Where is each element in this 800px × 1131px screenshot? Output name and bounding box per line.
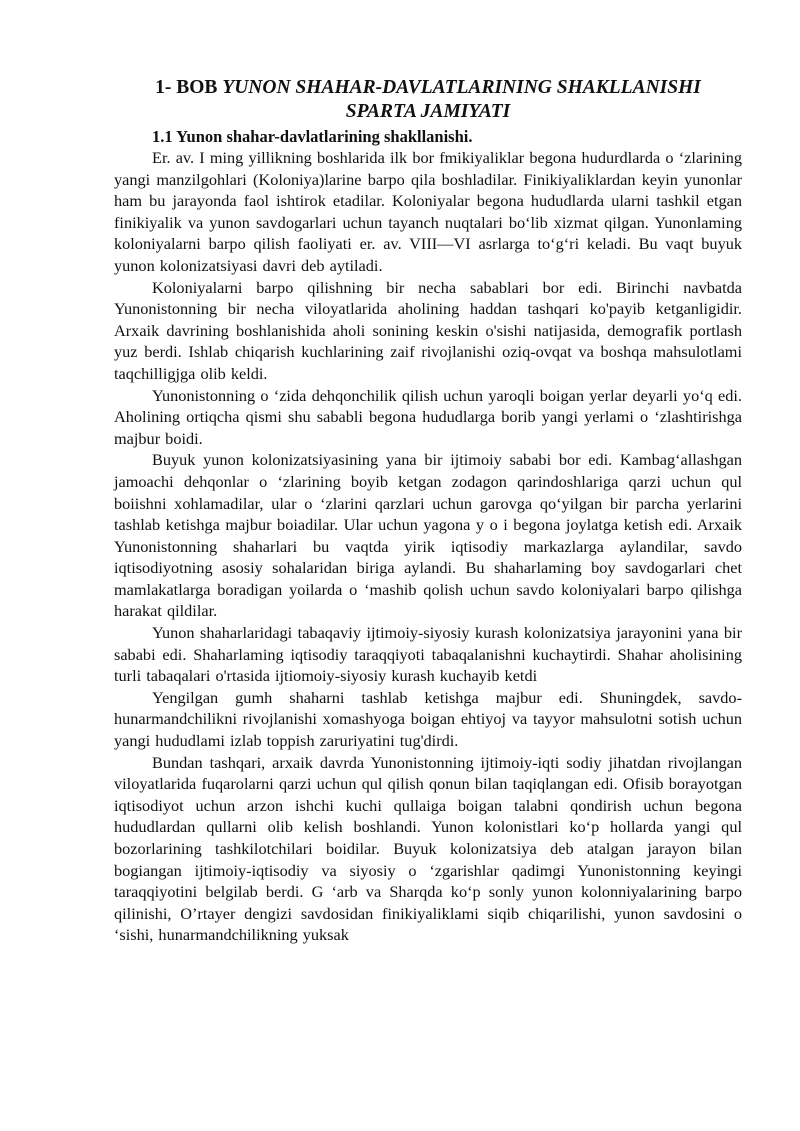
paragraph: Yengilgan gumh shaharni tashlab ketishga majbur edi. Shuningdek, savdo-hunarmandchilikni rivojlanishi xomashyoga boigan ehtiyoj va tayyor mahsulotni sotish uchun yangi hududlami izlab toppish zaruriyatini tug'dirdi.: [114, 687, 742, 751]
chapter-title-line1: YUNON SHAHAR-DAVLATLARINING SHAKLLANISHI: [222, 77, 701, 98]
document-page: [114, 76, 742, 946]
chapter-title: [114, 76, 742, 124]
paragraph: Er. av. I ming yillikning boshlarida ilk bor fmikiyaliklar begona hudurdlarda o ‘zlarining yangi manzilgohlari (Koloniya)larine barpo qila boshladilar. Finikiyaliklardan keyin yunonlar ham bu jarayonda faol ishtirok etadilar. Koloniyalar begona hududlarda ularni tashkil etgan finikiyalik va yunon savdogarlari uchun tayanch nuqtalari bo‘lib xizmat qilgan. Yunonlaming koloniyalarni barpo qilish faoliyati er. av. VIII—VI asrlarga to‘g‘ri keladi. Bu vaqt buyuk yunon kolonizatsiyasi davri deb aytiladi.: [114, 148, 742, 275]
chapter-prefix: 1- BOB: [155, 77, 223, 98]
paragraph: Koloniyalarni barpo qilishning bir necha sabablari bor edi. Birinchi navbatda Yunonistonning bir necha viloyatlarida aholining haddan tashqari ko'payib ketganligidir. Arxaik davrining boshlanishida aholi sonining keskin o'sishi natijasida, demografik portlash yuz berdi. Ishlab chiqarish kuchlarining zaif rivojlanishi oziq-ovqat va boshqa mahsulotlami taqchilligjga olib keldi.: [114, 277, 742, 383]
section-heading: 1.1 Yunon shahar-davlatlarining shakllanishi.: [152, 127, 473, 146]
paragraph: Buyuk yunon kolonizatsiyasining yana bir ijtimoiy sababi bor edi. Kambag‘allashgan jamoachi dehqonlar o ‘zlarining boyib ketgan zodagon qarindoshlariga qarzi uchun qul boiishni xohlamadilar, ular o ‘zlarini qarzlari uchun garovga qo‘yilgan bir parcha yerlarini tashlab ketishga majbur boiadilar. Ular uchun yagona y o i begona joylatga ketish edi. Arxaik Yunonistonning shaharlari bu vaqtda yirik iqtisodiy markazlarga aylandilar, savdo iqtisodiyotning asosiy sohalaridan biriga aylandi. Bu shaharlaming boy savdogarlari chet mamlakatlarga boradigan yoilarda o ‘mashib qolish uchun savdo koloniyalari barpo qilishga harakat qildilar.: [114, 450, 742, 621]
chapter-title-line2: SPARTA JAMIYATI: [345, 101, 511, 122]
paragraph: Yunon shaharlaridagi tabaqaviy ijtimoiy-siyosiy kurash kolonizatsiya jarayonini yana bir sababi edi. Shaharlaming iqtisodiy taraqqiyoti tabaqalanishni kuchaytirdi. Shahar aholisining turli tabaqalari o'rtasida ijtiomoiy-siyosiy kurash kuchayib ketdi: [114, 623, 742, 686]
paragraph: Yunonistonning o ‘zida dehqonchilik qilish uchun yaroqli boigan yerlar deyarli yo‘q edi. Aholining ortiqcha qismi shu sababli begona hududlarga borib yangi yerlami o ‘zlashtirishga majbur boidi.: [114, 385, 742, 448]
paragraph: Bundan tashqari, arxaik davrda Yunonistonning ijtimoiy-iqti sodiy jihatdan rivojlangan viloyatlarida fuqarolarni qarzi uchun qul qilish qonun bilan taqiqlangan edi. Ofisib borayotgan iqtisodiyot uchun arzon ishchi kuchi qullaiga boigan talabni qondirish uchun begona hududlardan qullarni olib kelish boshlandi. Yunon kolonistlari ko‘p hollarda yangi qul bozorlarining tashkilotchilari boidilar. Buyuk kolonizatsiya deb atalgan jarayon bilan bogiangan ijtimoiy-iqtisodiy va siyosiy o ‘zgarishlar qadimgi Yunonistonning keyingi taraqqiyotini belgilab berdi. G ‘arb va Sharqda ko‘p sonly yunon kolonniyalarining barpo qilinishi, O’rtayer dengizi savdosidan finikiyaliklami siqib chiqarilishi, yunon savdosini o ‘sishi, hunarmandchilikning yuksak: [114, 752, 742, 945]
